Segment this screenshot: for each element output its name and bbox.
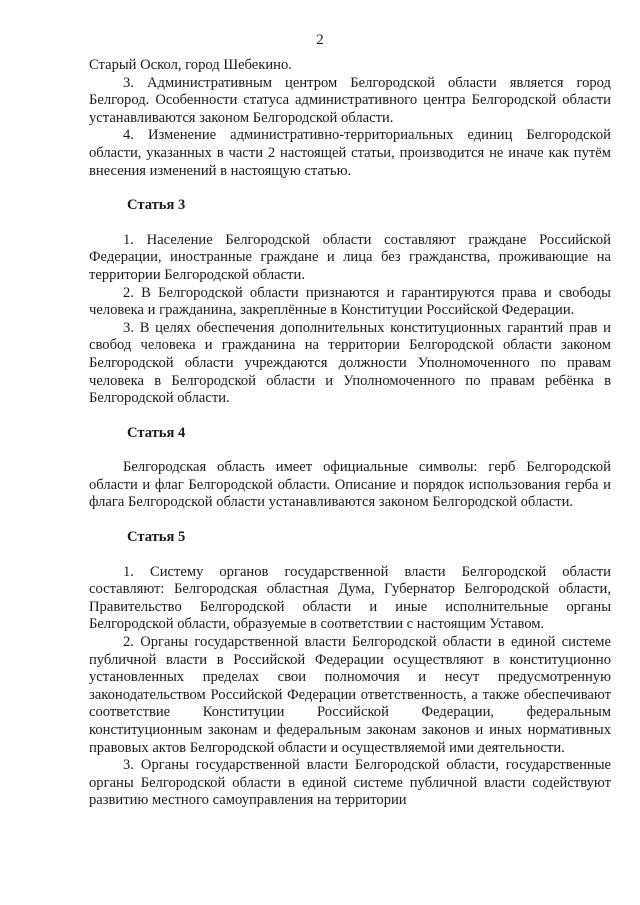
article-5-heading: Статья 5	[127, 529, 186, 546]
article-3-paragraph-3: 3. В целях обеспечения дополнительных конституционных гарантий прав и свобод человека и гражданина на территории Белгородской области законом Белгородской области учреждаются должности Уполномоченного по правам человека в Белгородской области и Уполномоченного по правам ребёнка в Белгородской области.	[89, 319, 611, 407]
article-2-paragraph-3: 3. Административным центром Белгородской области является город Белгород. Особенности статуса административного центра Белгородской области устанавливаются законом Белгородской области.	[89, 74, 611, 126]
article-4-paragraph-1: Белгородская область имеет официальные символы: герб Белгородской области и флаг Белгородской области. Описание и порядок использования герба и флага Белгородской области устанавливаются законом Белгородской области.	[89, 459, 611, 511]
document-body	[89, 57, 611, 810]
article-5-paragraph-3: 3. Органы государственной власти Белгородской области, государственные органы Белгородской области в единой системе публичной власти содействуют развитию местного самоуправления на территории	[89, 757, 611, 809]
article-3-paragraph-1: 1. Население Белгородской области составляют граждане Российской Федерации, иностранные граждане и лица без гражданства, проживающие на территории Белгородской области.	[89, 231, 611, 283]
article-4-heading: Статья 4	[127, 424, 186, 441]
article-5-paragraph-2: 2. Органы государственной власти Белгородской области в единой системе публичной власти в Российской Федерации осуществляют в конституционно установленных пределах свои полномочия и несут предусмотренную законодательством Российской Федерации ответственность, а также обеспечивают соответствие Конституции Российской Федерации, федеральным конституционным законам и федеральным законам законов и иных нормативных правовых актов Белгородской области и осуществляемой ими деятельности.	[89, 634, 611, 756]
article-5-paragraph-1: 1. Систему органов государственной власти Белгородской области составляют: Белгородская областная Дума, Губернатор Белгородской области, Правительство Белгородской области и иные исполнительные органы Белгородской области, образуемые в соответствии с настоящим Уставом.	[89, 563, 611, 633]
article-2-paragraph-4: 4. Изменение административно-территориальных единиц Белгородской области, указанных в части 2 настоящей статьи, производится не иначе как путём внесения изменений в настоящую статью.	[89, 127, 611, 179]
paragraph-continuation: Старый Оскол, город Шебекино.	[89, 57, 292, 73]
page-number: 2	[316, 32, 324, 48]
article-3-paragraph-2: 2. В Белгородской области признаются и гарантируются права и свободы человека и гражданина, закреплённые в Конституции Российской Федерации.	[89, 284, 611, 319]
article-3-heading: Статья 3	[127, 197, 186, 214]
